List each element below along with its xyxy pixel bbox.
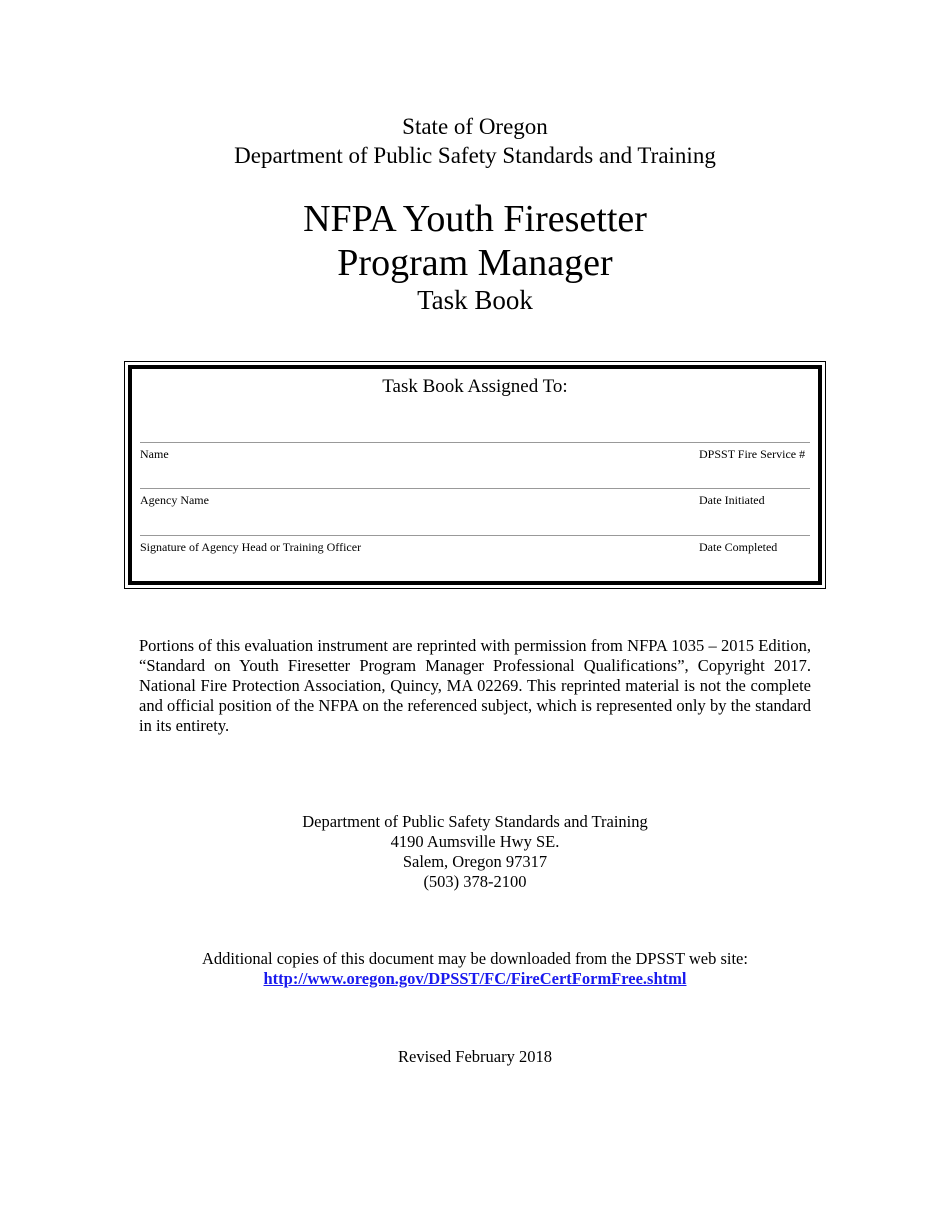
address-org: Department of Public Safety Standards and Training (302, 812, 648, 831)
date-completed-label: Date Completed (699, 540, 778, 554)
revision-date: Revised February 2018 (398, 1047, 552, 1066)
address-street: 4190 Aumsville Hwy SE. (390, 832, 560, 851)
signature-field-line[interactable] (140, 535, 810, 536)
dpsst-website-link[interactable]: http://www.oregon.gov/DPSST/FC/FireCertFormFree.shtml (263, 969, 687, 988)
document-subtitle: Task Book (417, 285, 533, 315)
name-label: Name (140, 447, 169, 461)
address-city: Salem, Oregon 97317 (402, 852, 548, 871)
download-link-container (0, 969, 950, 989)
document-title-line-2: Program Manager (337, 242, 613, 284)
document-title-line-1: NFPA Youth Firesetter (303, 198, 647, 240)
signature-label: Signature of Agency Head or Training Officer (140, 540, 362, 554)
assignment-box-inner (128, 365, 822, 585)
download-notice: Additional copies of this document may be downloaded from the DPSST web site: (202, 949, 748, 968)
date-initiated-label: Date Initiated (699, 493, 765, 507)
name-field-line[interactable] (140, 442, 810, 443)
address-phone: (503) 378-2100 (423, 872, 527, 891)
assignment-box (124, 361, 826, 589)
agency-name-field-line[interactable] (140, 488, 810, 489)
agency-name-label: Agency Name (140, 493, 209, 507)
assignment-heading: Task Book Assigned To: (382, 376, 568, 397)
department-heading: Department of Public Safety Standards and Training (234, 143, 716, 168)
state-heading: State of Oregon (402, 114, 548, 139)
permission-notice: Portions of this evaluation instrument are reprinted with permission from NFPA 1035 – 2015 Edition, “Standard on Youth Firesetter Program Manager Professional Qualifications”, Copyright 2017. National Fire Protection Association, Quincy, MA 02269. This reprinted material is not the complete and official position of the NFPA on the referenced subject, which is represented only by the standard in its entirety. (139, 636, 811, 735)
fire-service-number-label: DPSST Fire Service # (699, 447, 806, 461)
